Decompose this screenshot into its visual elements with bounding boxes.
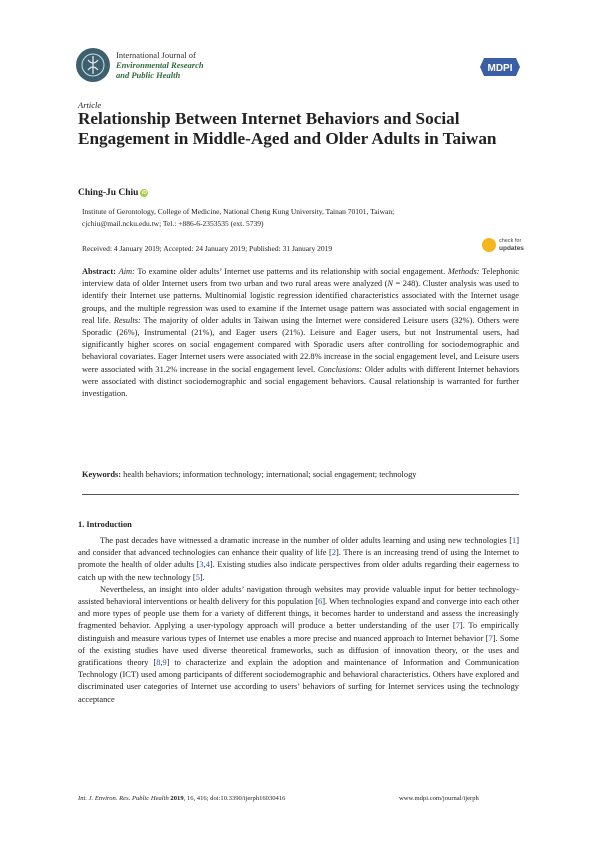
p2-text-a: Nevertheless, an insight into older adults’ navigation through websites may provide valuable input for better technology-assisted behavioral interventions or health delivery for this population [: [78, 584, 519, 607]
citation-link[interactable]: 6: [318, 597, 323, 607]
journal-logo: [76, 48, 110, 82]
keywords-label: Keywords:: [82, 470, 122, 479]
footer-journal: Int. J. Environ. Res. Public Health: [78, 795, 169, 802]
footer-rest: , 16, 416; doi:10.3390/ijerph16030416: [183, 795, 286, 802]
mdpi-logo: [480, 56, 520, 78]
orcid-icon[interactable]: iD: [141, 190, 147, 196]
article-title: Relationship Between Internet Behaviors and Social Engagement in Middle-Aged and Older Adults in Taiwan: [78, 109, 497, 148]
keywords-text: health behaviors; information technology; international; social engagement; technology: [123, 470, 417, 479]
footer-citation: [78, 795, 285, 802]
paragraph-1: [78, 535, 519, 584]
p1-text-b: ] and consider that advanced technologies can enhance their quality of life [: [78, 536, 519, 558]
affiliation-line-2: cjchiu@mail.ncku.edu.tw; Tel.: +886-6-2353535 (ext. 5739): [82, 218, 264, 228]
footer-year: 2019: [170, 795, 184, 802]
footer-url[interactable]: www.mdpi.com/journal/ijerph: [399, 795, 479, 802]
check-updates-icon: [482, 238, 496, 252]
p1-text-a: The past decades have witnessed a dramatic increase in the number of older adults learning and using new technologies [: [100, 536, 513, 545]
citation-link[interactable]: 5: [195, 572, 200, 582]
article-type: Article: [78, 100, 102, 110]
citation-link[interactable]: 3: [199, 560, 204, 570]
check-updates-line-2: updates: [499, 245, 524, 252]
citation-link[interactable]: 1: [512, 536, 517, 545]
p1-text-c: ]. There is an increasing trend of using the Internet to promote the health of older adults [: [78, 548, 519, 570]
journal-line-2: Environmental Research: [116, 60, 204, 70]
conclusions-label: Conclusions:: [317, 364, 363, 374]
results-label: Results:: [113, 315, 141, 325]
methods-n: N: [387, 279, 394, 289]
aim-label: Aim:: [118, 267, 135, 276]
section-heading: 1. Introduction: [78, 520, 132, 529]
p2-text-e: ] to characterize and explain the adoption and maintenance of Information and Communication Technology (ICT) used among participants of different sociodemographic and behavioral characteristics. Others have explored and discriminated user categories of Internet use according to users’ behaviors of surfing for Internet services using the technology acceptance: [78, 658, 519, 704]
journal-line-1: International Journal of: [116, 50, 196, 60]
publication-dates: Received: 4 January 2019; Accepted: 24 January 2019; Published: 31 January 2019: [82, 244, 333, 253]
mdpi-logo-text: MDPI: [487, 63, 513, 74]
p2-comma: ,: [160, 658, 163, 668]
check-updates-line-1: check for: [499, 238, 522, 244]
citation-link[interactable]: 7: [488, 633, 493, 643]
p2-text-b: ]. When technologies expand and converge into each other and more types of people use them for a variety of different things, it becomes harder to understand and assess the increasingly fragmented behavior. Applying a user-typology approach will produce a better understanding of the user [: [78, 597, 520, 631]
citation-link[interactable]: 7: [455, 621, 460, 631]
p1-text-d: ]. Existing studies also indicate perspectives from older adults regarding their eagerness to catch up with the new technology [: [78, 560, 519, 582]
p1-text-e: ].: [199, 572, 205, 582]
conclusions-text: Older adults with different Internet behaviors were associated with distinct sociodemographic and social engagement behaviors. Causal relationship is warranted for further investigation.: [82, 364, 520, 399]
p2-text-d: ]. Some of the existing studies have used diverse theoretical frameworks, such as diffusion of innovation theory, or the uses and gratifications theory [: [78, 633, 519, 668]
divider: [82, 494, 519, 495]
introduction-body: [78, 535, 519, 706]
aim-text: To examine older adults’ Internet use patterns and its relationship with social engagement.: [137, 267, 446, 276]
author-name: [78, 188, 148, 198]
citation-link[interactable]: 4: [205, 560, 210, 570]
citation-link[interactable]: 2: [331, 548, 337, 558]
journal-name: [116, 50, 204, 80]
affiliation: [82, 206, 492, 229]
abstract: [82, 266, 519, 400]
methods-text-b: = 248). Cluster analysis was used to identify their Internet use patterns. Multinomial logistic regression identified characteristics associated with the Internet usage groups, and the multiple regression was used to examine if the Internet usage pattern was associated with social engagement in real life.: [82, 279, 519, 325]
journal-line-3: and Public Health: [116, 70, 181, 80]
p1-comma: ,: [203, 560, 206, 570]
citation-link[interactable]: 8: [156, 658, 161, 668]
results-text: The majority of older adults in Taiwan using the Internet were considered Leisure users (32%). Others were Sporadic (26%), Instrumental (21%), and Eager users (21%). Leisure and Eager users, but not Instrumental users, had significantly higher scores on social engagement compared with Sporadic users after controlling for sociodemographic and behavioral covariates. Eager Internet users were associated with 22.8% increase in the social engagement level, and Leisure users were associated with 31.2% increase in the social engagement level.: [82, 315, 519, 374]
check-for-updates-badge[interactable]: [482, 236, 522, 260]
citation-link[interactable]: 9: [162, 658, 167, 668]
methods-text-a: Telephonic interview data of older Internet users from two urban and two rural areas were analyzed (: [82, 267, 519, 289]
paragraph-2: [78, 584, 519, 706]
p2-text-c: ]. To empirically distinguish and measure various types of Internet use enables a more precise and nuanced approach to Internet behavior [: [78, 621, 519, 643]
methods-label: Methods:: [447, 267, 480, 276]
affiliation-line-1: Institute of Gerontology, College of Medicine, National Cheng Kung University, Tainan 70101, Taiwan;: [82, 207, 395, 216]
abstract-label: Abstract:: [82, 267, 116, 276]
keywords: [82, 470, 519, 479]
author-name-text: Ching-Ju Chiu: [78, 188, 139, 198]
